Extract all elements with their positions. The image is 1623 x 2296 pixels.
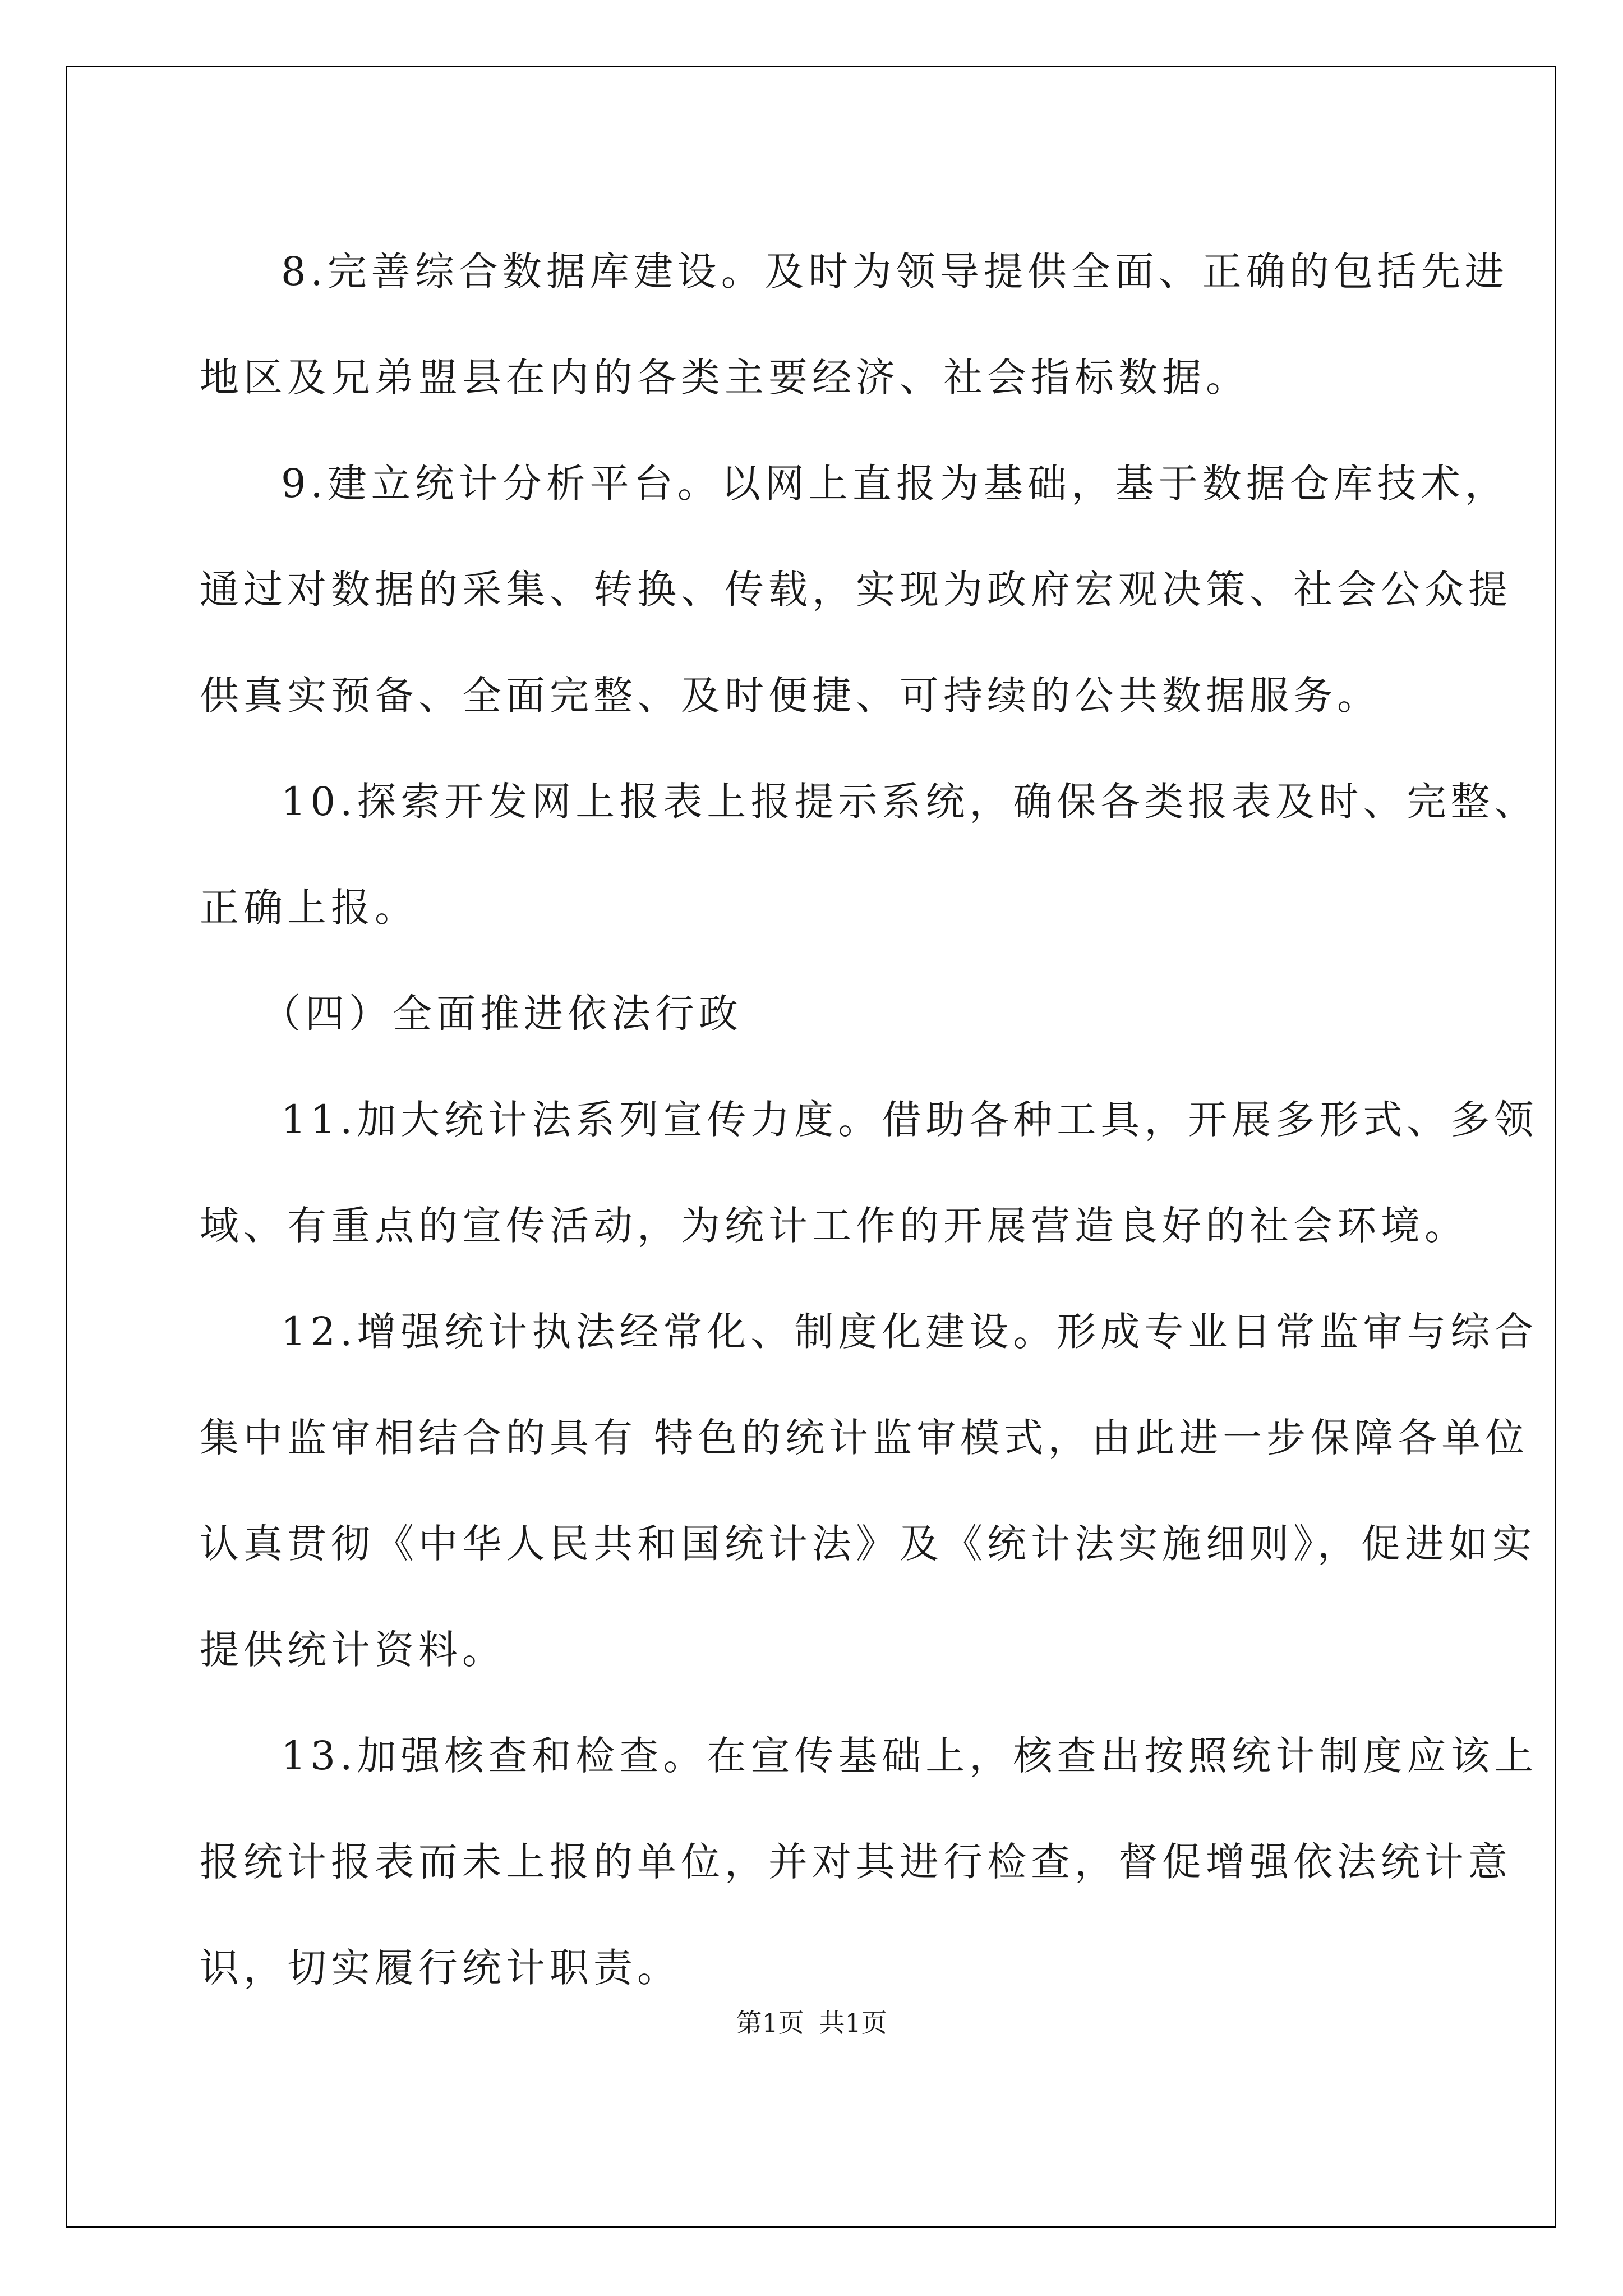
paragraph-line: 域、有重点的宣传活动，为统计工作的开展营造良好的社会环境。 (200, 1203, 1468, 1249)
paragraph-line: 通过对数据的采集、转换、传载，实现为政府宏观决策、社会公众提 (200, 567, 1512, 613)
document-body (200, 219, 1538, 2021)
paragraph-line: 9.建立统计分析平台。以网上直报为基础，基于数据仓库技术， (281, 461, 1509, 507)
paragraph-13 (200, 1703, 1538, 2021)
paragraph-line: 正确上报。 (200, 885, 418, 931)
paragraph-line: 报统计报表而未上报的单位，并对其进行检查，督促增强依法统计意 (200, 1839, 1512, 1885)
paragraph-line: 认真贯彻《中华人民共和国统计法》及《统计法实施细则》，促进如实 (200, 1521, 1536, 1567)
paragraph-10 (200, 749, 1538, 961)
paragraph-8 (200, 219, 1509, 431)
paragraph-line: 13.加强核查和检查。在宣传基础上，核查出按照统计制度应该上 (281, 1733, 1538, 1779)
paragraph-line: 11.加大统计法系列宣传力度。借助各种工具，开展多形式、多领 (281, 1097, 1538, 1143)
paragraph-9 (200, 431, 1512, 749)
paragraph-line: 12.增强统计执法经常化、制度化建设。形成专业日常监审与综合 (281, 1309, 1538, 1355)
paragraph-line: 识，切实履行统计职责。 (200, 1945, 681, 1991)
paragraph-11 (200, 1067, 1538, 1279)
page-footer (0, 2003, 1623, 2040)
paragraph-line: 提供统计资料。 (200, 1627, 506, 1673)
page-total: 共1页 (819, 2008, 887, 2038)
paragraph-12 (200, 1279, 1538, 1703)
paragraph-line: 集中监审相结合的具有 特色的统计监审模式，由此进一步保障各单位 (200, 1415, 1529, 1461)
section-heading (200, 961, 1433, 1067)
paragraph-line: 8.完善综合数据库建设。及时为领导提供全面、正确的包括先进 (281, 249, 1509, 295)
page-number: 第1页 (736, 2008, 804, 2038)
paragraph-line: 地区及兄弟盟县在内的各类主要经济、社会指标数据。 (200, 355, 1249, 401)
section-heading-text: （四）全面推进依法行政 (261, 991, 743, 1037)
paragraph-line: 10.探索开发网上报表上报提示系统，确保各类报表及时、完整、 (281, 779, 1538, 825)
paragraph-line: 供真实预备、全面完整、及时便捷、可持续的公共数据服务。 (200, 673, 1381, 719)
